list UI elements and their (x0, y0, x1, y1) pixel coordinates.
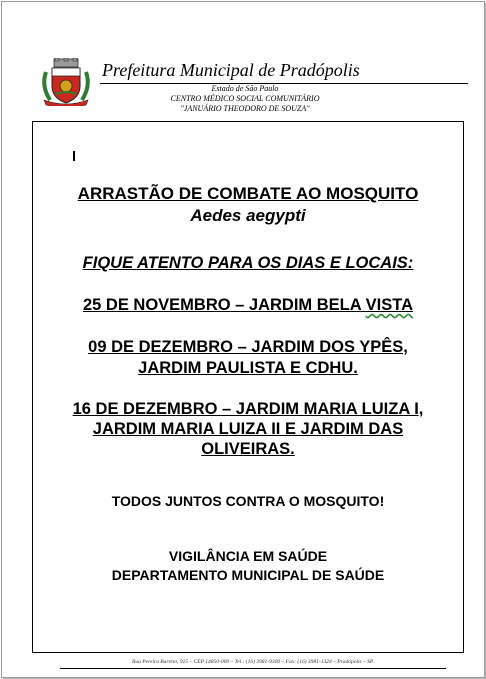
center-subtitle: CENTRO MÉDICO SOCIAL COMUNITÁRIO (170, 94, 320, 103)
date-3-line-2: JARDIM MARIA LUIZA II E JARDIM DAS (92, 420, 404, 438)
center-name-subtitle: "JANUÁRIO THEODORO DE SOUZA" (180, 104, 310, 113)
signature-line-2: DEPARTAMENTO MUNICIPAL DE SAÚDE (111, 567, 385, 583)
date-3-line-1: 16 DE DEZEMBRO – JARDIM MARIA LUIZA I, (72, 400, 424, 418)
attention-heading: FIQUE ATENTO PARA OS DIAS E LOCAIS: (82, 254, 414, 272)
date-1-line (32, 296, 464, 315)
footer-address: Rua Pereira Barreto, 925 – CEP 14850-000 – Tel.: (16) 3981-9300 – Fax: (16) 3981-1324 – Pradópolis – SP. (132, 659, 374, 665)
municipal-coat-of-arms-icon (40, 58, 92, 106)
date-3-line-3: OLIVEIRAS. (201, 440, 295, 458)
text-cursor (73, 151, 75, 161)
announcement-title: ARRASTÃO DE COMBATE AO MOSQUITO (77, 184, 419, 203)
campaign-slogan: TODOS JUNTOS CONTRA O MOSQUITO! (111, 493, 385, 509)
date-1-vista: VISTA (365, 296, 414, 314)
date-1-text: 25 DE NOVEMBRO – JARDIM BELA (82, 296, 366, 314)
date-2-line-1: 09 DE DEZEMBRO – JARDIM DOS YPÊS, (88, 338, 408, 356)
signature-line-1: VIGILÂNCIA EM SAÚDE (168, 548, 328, 564)
footer-divider (60, 668, 446, 669)
species-name: Aedes aegypti (190, 206, 306, 225)
date-2-line-2: JARDIM PAULISTA E CDHU. (138, 359, 358, 377)
state-subtitle: Estado de São Paulo (211, 84, 279, 93)
municipality-title: Prefeitura Municipal de Pradópolis (102, 60, 360, 80)
